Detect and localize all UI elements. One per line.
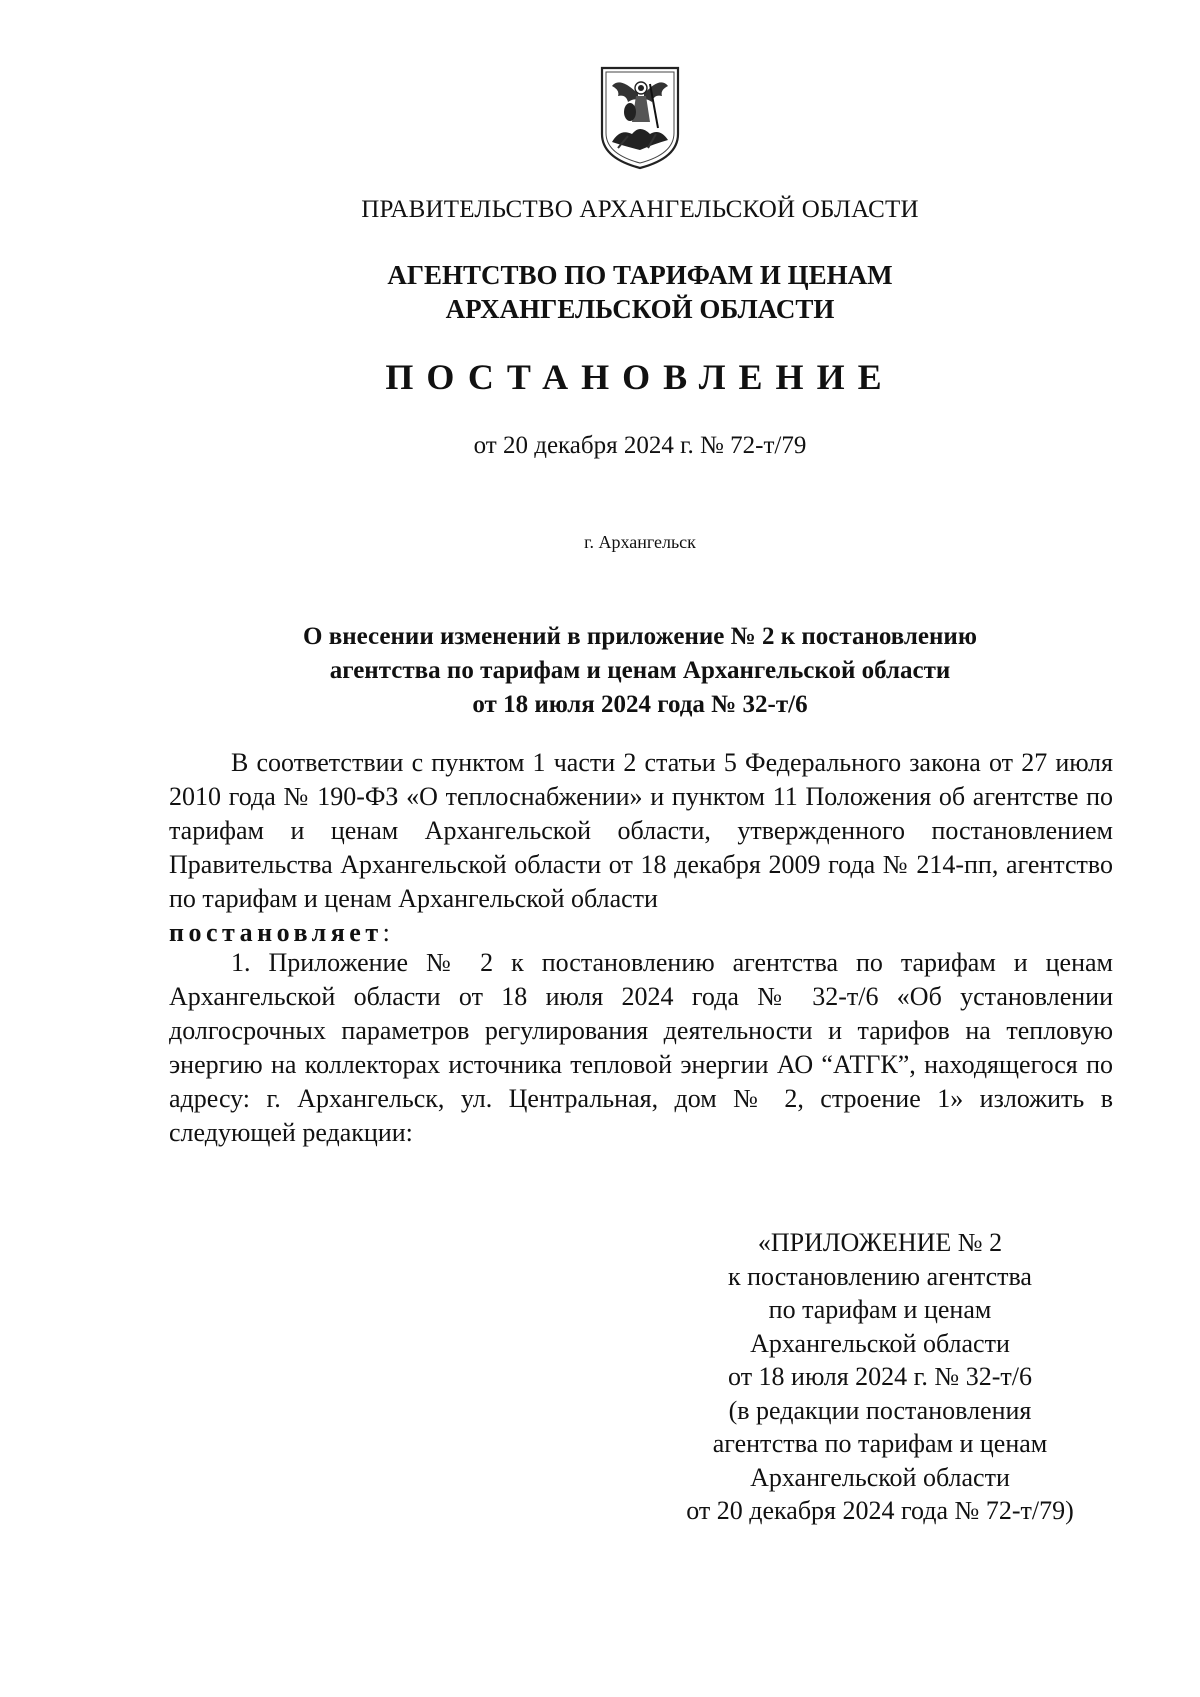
appendix-line: Архангельской области: [750, 1462, 1010, 1492]
government-name: ПРАВИТЕЛЬСТВО АРХАНГЕЛЬСКОЙ ОБЛАСТИ: [361, 196, 919, 223]
subject-line2: агентства по тарифам и ценам Архангельской области: [329, 657, 951, 684]
agency-name: [0, 258, 1200, 326]
resolves-colon: :: [382, 918, 390, 947]
appendix-line: «ПРИЛОЖЕНИЕ № 2: [757, 1228, 1003, 1257]
document-city: г. Архангельск: [584, 532, 696, 552]
clause-1-text: 1. Приложение № 2 к постановлению агентства по тарифам и ценам Архангельской области от 18 июля 2024 года № 32-т/6 «Об установлении долгосрочных параметров регулирования деятельности и тарифов на тепловую энергию на коллекторах источника тепловой энергии АО “АТГК”, находящегося по адресу: г. Архангельск, ул. Центральная, дом № 2, строение 1» изложить в следующей редакции:: [169, 948, 1113, 1147]
appendix-line: по тарифам и ценам: [768, 1295, 992, 1324]
preamble-text: В соответствии с пунктом 1 части 2 статьи 5 Федерального закона от 27 июля 2010 года № 190-ФЗ «О теплоснабжении» и пунктом 11 Положения об агентстве по тарифам и ценам Архангельской области, утвержденного постановлением Правительства Архангельской области от 18 декабря 2009 года № 214-пп, агентство по тарифам и ценам Архангельской области: [169, 748, 1113, 913]
document-subject: [0, 620, 1200, 722]
document-date-number: от 20 декабря 2024 г. № 72-т/79: [473, 432, 807, 459]
resolves-word: постановляет: [169, 918, 383, 947]
appendix-line: от 20 декабря 2024 года № 72-т/79): [686, 1496, 1074, 1525]
subject-line1: О внесении изменений в приложение № 2 к постановлению: [303, 623, 977, 650]
appendix-heading: [640, 1226, 1120, 1528]
agency-name-line1: АГЕНТСТВО ПО ТАРИФАМ И ЦЕНАМ: [387, 260, 893, 290]
clause-1-paragraph: [169, 946, 1113, 1150]
appendix-line: (в редакции постановления: [728, 1395, 1032, 1425]
appendix-line: Архангельской области: [750, 1328, 1010, 1358]
agency-name-line2: АРХАНГЕЛЬСКОЙ ОБЛАСТИ: [445, 294, 835, 324]
document-type: ПОСТАНОВЛЕНИЕ: [385, 357, 895, 397]
coat-of-arms-icon: [598, 64, 682, 172]
preamble-paragraph: [169, 746, 1113, 950]
appendix-line: агентства по тарифам и ценам: [712, 1429, 1048, 1458]
subject-line3: от 18 июля 2024 года № 32-т/6: [472, 691, 808, 718]
appendix-line: от 18 июля 2024 г. № 32-т/6: [728, 1362, 1032, 1391]
appendix-line: к постановлению агентства: [728, 1261, 1032, 1291]
